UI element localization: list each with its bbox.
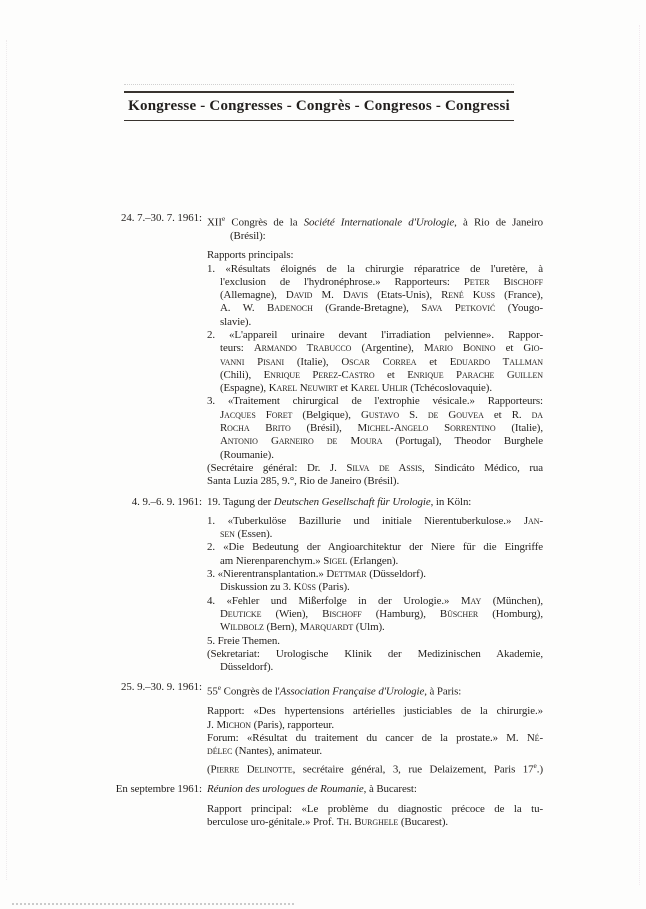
text-segment: 3. «Traitement chirurgical de l'extrophie vésicale.» Rapporteurs: — [207, 395, 543, 408]
text-segment: 3. «Nierentransplantation.» — [207, 568, 327, 581]
text-segment: A. W. Badenoch — [220, 302, 313, 315]
page-header — [124, 84, 514, 121]
text-line — [207, 329, 543, 342]
entry-date: 25. 9.–30. 9. 1961: — [120, 681, 202, 694]
text-segment: teurs: — [220, 342, 254, 355]
entry-body — [207, 496, 543, 675]
text-segment: .) — [536, 763, 543, 776]
text-segment: Gio- — [523, 342, 544, 355]
text-segment: Enrique Perez-Castro — [263, 368, 375, 381]
text-line — [207, 541, 543, 554]
text-segment: 4. «Fehler und Mißerfolge in der Urologie.» — [207, 594, 461, 607]
text-line — [207, 316, 543, 329]
paragraph — [207, 681, 543, 699]
paragraph — [207, 212, 543, 243]
text-line — [207, 515, 543, 528]
text-segment: (Paris). — [315, 581, 350, 594]
text-segment: (Wien), — [261, 607, 323, 620]
text-segment: Th. Burghele — [336, 816, 399, 829]
text-line — [207, 449, 543, 462]
text-segment: Né- — [526, 731, 543, 744]
text-line — [207, 276, 543, 289]
text-segment: e — [533, 760, 537, 770]
text-segment: Deutschen Gesellschaft für Urologie — [273, 495, 431, 508]
text-segment: (Secrétaire général: Dr. J. — [207, 461, 347, 474]
text-segment: (Sekretariat: Urologische Klinik der Medizinischen Akademie, — [207, 647, 543, 660]
paragraph — [207, 648, 543, 675]
text-segment: Santa Luzia 285, 9.°, Rio de Janeiro (Brésil). — [207, 475, 400, 488]
scan-artifact-bottom-line — [12, 903, 294, 905]
text-segment: Dettmar — [326, 568, 367, 581]
text-segment: Karel Uhlir — [350, 382, 408, 395]
text-line — [207, 732, 543, 745]
scan-artifact-left-edge — [6, 40, 7, 880]
text-segment: 1. «Résultats éloignés de la chirurgie réparatrice de l'uretère, à — [207, 262, 543, 275]
scan-artifact-right-edge — [639, 25, 640, 885]
text-segment: (Portugal), Theodor Burghele — [382, 435, 544, 448]
text-segment: Eduardo Tallman — [449, 355, 543, 368]
text-segment: (Homburg), — [478, 607, 543, 620]
text-segment: 2. «L'appareil urinaire devant l'irradiation pelvienne». Rappor- — [207, 329, 543, 341]
text-segment: 19. Tagung der — [207, 495, 274, 508]
paragraph — [207, 705, 543, 732]
text-segment: , à Bucarest: — [363, 783, 417, 796]
text-segment: (Paris), rapporteur. — [251, 718, 334, 731]
paragraph — [207, 329, 543, 395]
text-line — [207, 803, 543, 816]
text-segment: 5. Freie Themen. — [207, 634, 280, 647]
paragraph — [207, 263, 543, 329]
text-line — [207, 382, 543, 395]
text-segment: (Italie), — [284, 355, 342, 368]
paragraph — [207, 249, 543, 262]
congress-entry — [20, 783, 580, 829]
text-segment: Enrique Parache Guillen — [407, 368, 544, 381]
text-line — [207, 369, 543, 382]
text-segment: délec — [207, 745, 233, 758]
text-segment: (Bucarest). — [398, 816, 449, 829]
congress-entry — [20, 681, 580, 776]
text-segment: , Sindicáto Médico, rua — [421, 461, 543, 474]
text-segment: Michel-Angelo Sorrentino — [357, 422, 496, 435]
text-line — [207, 581, 543, 594]
text-line — [207, 648, 543, 661]
text-line — [207, 705, 543, 718]
text-segment: Marquardt — [299, 621, 354, 634]
text-segment: Michon — [216, 718, 251, 731]
paragraph — [207, 515, 543, 542]
text-line — [207, 555, 543, 568]
text-segment: David M. Davis — [285, 289, 368, 302]
text-segment: (Argentine), — [351, 342, 424, 355]
paragraph — [207, 462, 543, 489]
text-segment: Mario Bonino — [423, 342, 496, 355]
text-line — [207, 462, 543, 475]
text-segment: XII — [207, 216, 222, 229]
text-line — [207, 661, 543, 674]
text-segment: l'exclusion de l'hydronéphrose.» Rapporteurs: — [220, 275, 464, 288]
text-line — [207, 621, 543, 634]
text-line — [207, 528, 543, 541]
text-segment: Congrès de la — [225, 216, 304, 229]
text-segment: berculose uro-génitale.» Prof. — [207, 816, 337, 829]
text-line — [207, 475, 543, 488]
text-line — [207, 263, 543, 276]
text-segment: , à Paris: — [424, 686, 462, 699]
text-segment: (Nantes), animateur. — [232, 745, 323, 758]
text-segment: Forum: «Résultat du traitement du cancer de la prostate.» M. — [207, 731, 527, 744]
text-segment: (Etats-Unis), — [367, 289, 442, 302]
text-segment: Jan- — [523, 514, 543, 527]
text-segment: Congrès de l' — [221, 686, 280, 699]
text-segment: (Belgique), — [292, 408, 361, 421]
text-segment: et — [374, 368, 408, 381]
text-segment: Société Internationale d'Urologie — [303, 216, 455, 229]
text-segment: 55 — [207, 686, 218, 699]
text-line — [207, 435, 543, 448]
text-segment: Association Française d'Urologie — [279, 686, 425, 699]
text-segment: May — [460, 594, 482, 607]
text-segment: Gustavo S. de Gouvea — [360, 408, 484, 421]
text-line — [207, 635, 543, 648]
paragraph — [207, 595, 543, 635]
text-segment: , secrétaire général, 3, rue Delaizement, Paris 17 — [292, 763, 534, 776]
text-segment: 2. «Die Bedeutung der Angioarchitektur der Niere für die Eingriffe — [207, 541, 543, 554]
text-line — [207, 783, 543, 796]
text-segment: , in Köln: — [430, 495, 472, 508]
text-segment: (Essen). — [234, 528, 273, 541]
paragraph — [207, 496, 543, 509]
text-segment: vanni Pisani — [220, 355, 285, 368]
text-line — [207, 249, 543, 262]
text-segment: et — [483, 408, 512, 421]
text-segment: Peter Bischoff — [463, 275, 543, 288]
text-line — [207, 496, 543, 509]
text-line — [207, 745, 543, 758]
entry-date: 24. 7.–30. 7. 1961: — [120, 212, 202, 224]
paragraph — [207, 568, 543, 595]
text-segment: René Kuss — [441, 289, 495, 302]
text-segment: R. da — [511, 408, 543, 421]
text-line — [207, 568, 543, 581]
text-line — [207, 719, 543, 732]
text-segment: ( — [207, 763, 211, 776]
text-segment: am Nierenparenchym.» — [220, 554, 324, 567]
text-segment: e — [221, 214, 226, 223]
entry-body — [207, 212, 543, 489]
text-segment: Rapport: «Des hypertensions artérielles justiciables de la chirurgie.» — [207, 705, 543, 718]
entry-date: En septembre 1961: — [115, 783, 202, 796]
text-segment: (Yougo- — [495, 302, 543, 315]
text-line — [207, 759, 543, 777]
page-title: Kongresse - Congresses - Congrès - Congresos - Congressi — [128, 98, 510, 114]
text-segment: Wildbolz — [220, 621, 264, 634]
text-segment: Diskussion zu 3. — [220, 581, 294, 594]
text-segment: (Bern), — [263, 621, 300, 634]
text-segment: Rocha Brito — [220, 422, 291, 435]
text-segment: (Italie), — [495, 422, 543, 435]
text-segment: sen — [220, 528, 235, 541]
text-line — [207, 230, 543, 243]
entry-body — [207, 681, 543, 776]
text-segment: Réunion des urologues de Roumanie — [207, 783, 364, 796]
entry-date: 4. 9.–6. 9. 1961: — [131, 495, 202, 508]
text-segment: slavie). — [220, 315, 252, 328]
text-segment: Rapport principal: «Le problème du diagnostic précoce de la tu- — [207, 802, 543, 815]
text-segment: e — [217, 683, 222, 693]
text-segment: et — [337, 382, 351, 395]
text-segment: (France), — [494, 289, 543, 302]
scan-artifact-top-line — [124, 84, 514, 85]
header-rule-box — [124, 91, 514, 121]
text-segment: Antonio Garneiro de Moura — [220, 435, 383, 448]
text-segment: (Brésil), — [290, 422, 358, 435]
text-segment: (Düsseldorf). — [366, 568, 426, 581]
text-segment: 1. «Tuberkulöse Bazillurie und initiale Nierentuberkulose.» — [207, 514, 524, 527]
text-line — [207, 608, 543, 621]
paragraph — [207, 635, 543, 648]
text-segment: Küss — [293, 581, 316, 594]
entry-body — [207, 783, 543, 829]
text-segment: (Brésil): — [230, 229, 266, 242]
text-segment: Büscher — [439, 607, 479, 620]
text-segment: (Hamburg), — [361, 607, 440, 620]
congress-entry — [20, 212, 580, 489]
text-segment: Oscar Correa — [341, 355, 417, 368]
text-line — [207, 422, 543, 435]
text-segment: Düsseldorf). — [220, 661, 274, 674]
paragraph — [207, 541, 543, 568]
text-segment: (Espagne), — [220, 382, 269, 395]
text-segment: Rapports principals: — [207, 249, 294, 262]
text-line — [207, 409, 543, 422]
paragraph — [207, 732, 543, 759]
text-segment: Sava Petković — [421, 302, 496, 315]
text-segment: Karel Neuwirt — [268, 382, 338, 395]
text-segment: (Grande-Bretagne), — [312, 302, 422, 315]
paragraph — [207, 759, 543, 777]
text-line — [207, 395, 543, 408]
text-line — [207, 212, 543, 230]
text-segment: (Tchécoslovaquie). — [407, 382, 492, 395]
text-segment: Jacques Foret — [220, 408, 293, 421]
text-segment: , à Rio de Janeiro — [454, 216, 543, 229]
text-line — [207, 302, 543, 315]
text-segment: (Roumanie). — [220, 448, 274, 461]
paragraph — [207, 783, 543, 796]
text-line — [207, 356, 543, 369]
text-line — [207, 342, 543, 355]
text-segment: Sigel — [323, 554, 348, 567]
text-line — [207, 595, 543, 608]
text-segment: (München), — [481, 594, 544, 607]
text-segment: Silva de Assis — [346, 461, 422, 474]
text-line — [207, 816, 543, 829]
text-segment: et — [416, 355, 450, 368]
text-segment: Deuticke — [220, 607, 262, 620]
paragraph — [207, 395, 543, 461]
paragraph — [207, 803, 543, 830]
congress-entry — [20, 496, 580, 675]
text-segment: Armando Trabucco — [253, 342, 352, 355]
text-segment: J. — [207, 718, 217, 731]
text-segment: et — [495, 342, 524, 355]
text-segment: (Allemagne), — [220, 289, 286, 302]
text-segment: (Erlangen). — [347, 554, 399, 567]
text-segment: Pierre Delinotte — [210, 763, 293, 776]
text-line — [207, 681, 543, 699]
text-segment: (Chili), — [220, 368, 264, 381]
text-segment: (Ulm). — [353, 621, 385, 634]
text-segment: Bischoff — [322, 607, 362, 620]
entries-list — [20, 212, 580, 836]
text-line — [207, 289, 543, 302]
